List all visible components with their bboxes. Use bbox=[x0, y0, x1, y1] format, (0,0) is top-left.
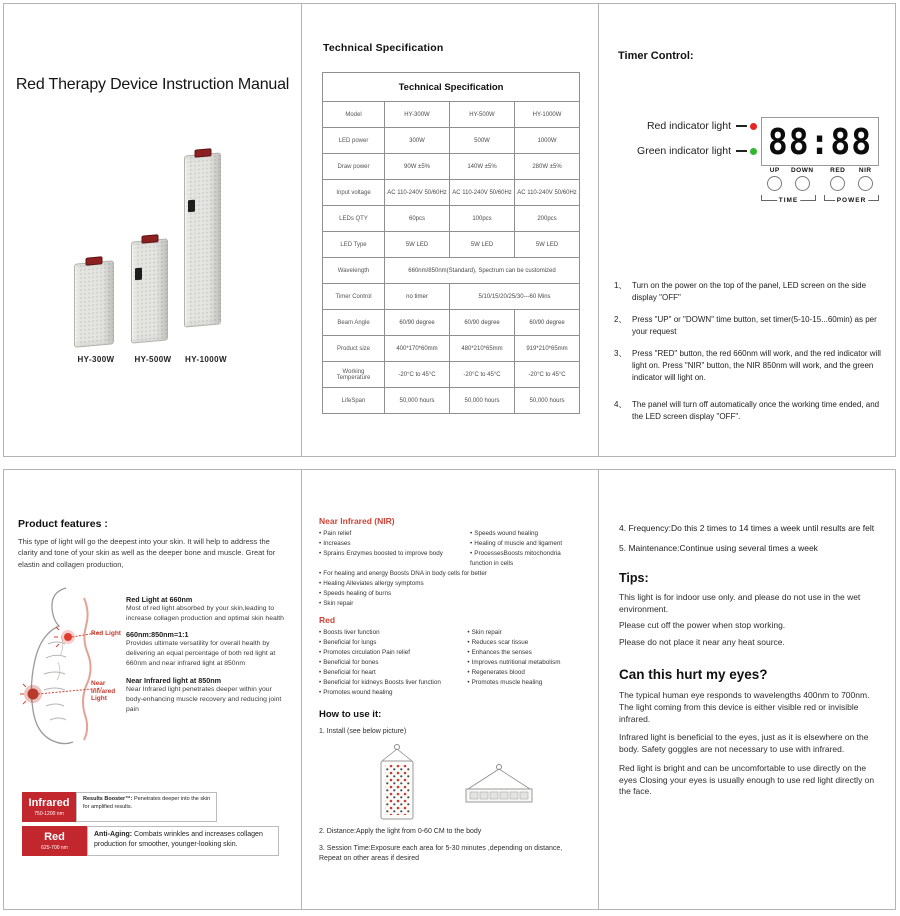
red-description bbox=[87, 826, 279, 856]
device-photo-hy300w bbox=[74, 260, 114, 347]
features-panel bbox=[4, 470, 301, 909]
section-heading: Near Infrared light at 850nm bbox=[126, 675, 222, 685]
list-item: • Improves nutritional metabolism bbox=[467, 658, 584, 668]
cell-value: 300W bbox=[385, 128, 450, 154]
cell-value: HY-300W bbox=[385, 102, 450, 128]
spec-table-title: Technical Specification bbox=[323, 73, 580, 102]
cell-value: 5/10/15/20/25/30---60 Mins bbox=[450, 284, 580, 310]
description-lead: Results Booster™: bbox=[83, 796, 133, 802]
red-button-label: RED bbox=[830, 167, 846, 174]
cell-value: 50,000 hours bbox=[450, 388, 515, 414]
cell-value: 60pcs bbox=[385, 206, 450, 232]
table-row bbox=[323, 310, 580, 336]
cell-label: Working Temperature bbox=[323, 362, 385, 388]
eye-safety-paragraph: The typical human eye responds to wavelengths 400nm to 700nm. The light coming from this device is either visible red or invisible infrared. bbox=[619, 690, 870, 724]
table-row bbox=[323, 336, 580, 362]
list-item: • For healing and energy Boosts DNA in body cells for better bbox=[319, 569, 584, 579]
red-indicator-dot bbox=[750, 123, 757, 130]
spec-panel bbox=[301, 4, 598, 456]
list-item: • Promotes wound healing bbox=[319, 688, 467, 698]
cell-value: 400*170*60mm bbox=[385, 336, 450, 362]
step-text: Press "RED" button, the red 660nm will work, and the red indicator will light on. Press "NIR" button, the NIR 850nm will work, and the green indicator will light on. bbox=[632, 348, 881, 383]
model-label-hy300w: HY-300W bbox=[77, 355, 115, 364]
description-text: Combats wrinkles and increases collagen production for smoother, younger-looking skin. bbox=[94, 831, 263, 849]
device-handle bbox=[86, 256, 103, 265]
time-group-label: TIME bbox=[778, 197, 799, 204]
red-indicator-label: Red indicator light bbox=[646, 120, 731, 132]
list-item: • Speeds wound healing bbox=[470, 529, 584, 539]
advice-panel bbox=[598, 470, 895, 909]
cell-value: 90W ±5% bbox=[385, 154, 450, 180]
tip-item: Please cut off the power when stop working. bbox=[619, 620, 786, 631]
red-badge bbox=[22, 826, 87, 856]
cell-value: 280W ±5% bbox=[515, 154, 580, 180]
badge-name: Red bbox=[44, 831, 65, 844]
time-button-group bbox=[761, 167, 816, 204]
cell-value: AC 110-240V 50/60Hz bbox=[385, 180, 450, 206]
feature-text-column bbox=[126, 588, 288, 715]
section-body: Provides ultimate versatility for overall health by delivering an equal percentage of both red light at 660nm and near infrared light at 850nm bbox=[126, 640, 276, 668]
up-button bbox=[767, 176, 782, 191]
cell-value: 500W bbox=[450, 128, 515, 154]
instruction-step bbox=[614, 399, 884, 424]
cell-value: 5W LED bbox=[450, 232, 515, 258]
device-photo-hy500w bbox=[131, 238, 168, 343]
step-text: The panel will turn off automatically once the working time ended, and the LED screen display "OFF". bbox=[632, 399, 880, 422]
device-photo-hy1000w bbox=[184, 152, 221, 327]
down-button bbox=[795, 176, 810, 191]
cover-panel bbox=[4, 4, 301, 456]
list-item: • Healing Alleviates allergy symptoms bbox=[319, 579, 584, 589]
list-item: • Beneficial for bones bbox=[319, 658, 467, 668]
table-row bbox=[323, 154, 580, 180]
section-heading: 660nm:850nm=1:1 bbox=[126, 630, 189, 640]
cell-value: 100pcs bbox=[450, 206, 515, 232]
step-number: 3、 bbox=[614, 348, 627, 358]
pointer-line bbox=[736, 150, 747, 152]
power-bracket bbox=[824, 195, 879, 204]
badge-name: Infrared bbox=[28, 797, 70, 810]
cell-value: 140W ±5% bbox=[450, 154, 515, 180]
cell-value: 60/90 degree bbox=[450, 310, 515, 336]
near-infrared-light-callout: Near Infrared Light bbox=[91, 679, 116, 703]
body-diagram bbox=[4, 582, 301, 768]
how-to-use-heading: How to use it: bbox=[319, 708, 382, 720]
table-row bbox=[323, 180, 580, 206]
cell-label: LEDs QTY bbox=[323, 206, 385, 232]
table-row bbox=[323, 102, 580, 128]
cell-value: 660nm/850nm(Standard), Spectrum can be customized bbox=[385, 258, 580, 284]
cell-value: 60/90 degree bbox=[515, 310, 580, 336]
cell-value: -20°C to 45°C bbox=[385, 362, 450, 388]
manual-title: Red Therapy Device Instruction Manual bbox=[15, 76, 290, 93]
cell-value: 919*210*65mm bbox=[515, 336, 580, 362]
cell-label: Input voltage bbox=[323, 180, 385, 206]
cell-value: HY-500W bbox=[450, 102, 515, 128]
instruction-step bbox=[614, 280, 884, 305]
led-display bbox=[761, 117, 879, 166]
list-item: • Beneficial for heart bbox=[319, 668, 467, 678]
power-button-group bbox=[824, 167, 879, 204]
instruction-step bbox=[614, 314, 884, 339]
wavelength-bars bbox=[22, 792, 279, 860]
tip-item: This light is for indoor use only. and please do not use in the wet environment. bbox=[619, 591, 861, 614]
list-item: • Promotes circulation Pain relief bbox=[319, 648, 467, 658]
list-item: • ProcessesBoosts mitochondria function in cells bbox=[470, 549, 584, 569]
cell-value: 480*210*65mm bbox=[450, 336, 515, 362]
cell-label: Product size bbox=[323, 336, 385, 362]
cell-value: 60/90 degree bbox=[385, 310, 450, 336]
timer-instructions bbox=[614, 280, 884, 433]
cell-value: 200pcs bbox=[515, 206, 580, 232]
red-indicator-row bbox=[603, 120, 757, 132]
power-group-label: POWER bbox=[836, 197, 867, 204]
infrared-badge bbox=[22, 792, 76, 822]
red-benefits-heading: Red bbox=[319, 614, 336, 625]
features-intro: This type of light will go the deepest into your skin. It will help to address the clarity and tone of your skin as well as the deeper bone and muscle. Great for elastin and collagen production, bbox=[18, 537, 276, 569]
device-screen bbox=[135, 268, 142, 281]
benefits-panel bbox=[301, 470, 598, 909]
spec-table bbox=[322, 72, 580, 414]
list-item: • Promotes muscle healing bbox=[467, 678, 584, 688]
pointer-line bbox=[736, 125, 747, 127]
cell-value: no timer bbox=[385, 284, 450, 310]
device-handle bbox=[141, 234, 158, 243]
cell-value: -20°C to 45°C bbox=[515, 362, 580, 388]
cell-label: Timer Control bbox=[323, 284, 385, 310]
list-item: • Enhances the senses bbox=[467, 648, 584, 658]
step-number: 2、 bbox=[614, 314, 627, 324]
instruction-step bbox=[614, 348, 884, 385]
indicator-legend bbox=[603, 120, 757, 170]
table-row bbox=[323, 128, 580, 154]
timer-heading: Timer Control: bbox=[618, 50, 694, 62]
use-step-session-time: 3. Session Time:Exposure each area for 5-30 minutes ,depending on distance, Repeat on other areas if desired bbox=[319, 844, 563, 863]
eye-safety-paragraph: Red light is bright and can be uncomfortable to use directly on the eyes Closing your eyes is usually enough to use red light directly on the face. bbox=[619, 762, 875, 797]
use-step-distance: 2. Distance:Apply the light from 0-60 CM to the body bbox=[319, 828, 482, 836]
list-item: • Speeds healing of burns bbox=[319, 589, 584, 599]
time-bracket bbox=[761, 195, 816, 204]
nir-benefits-heading: Near Infrared (NIR) bbox=[319, 516, 395, 526]
badge-range: 750-1200 nm bbox=[34, 810, 64, 817]
table-row bbox=[323, 258, 580, 284]
infrared-bar bbox=[22, 792, 279, 822]
up-button-label: UP bbox=[769, 167, 780, 174]
cell-value: AC 110-240V 50/60Hz bbox=[450, 180, 515, 206]
cell-label: Draw power bbox=[323, 154, 385, 180]
model-label-hy1000w: HY-1000W bbox=[185, 355, 227, 364]
list-item: • Skin repair bbox=[467, 628, 584, 638]
eye-safety-paragraph: Infrared light is beneficial to the eyes, just as it is elsewhere on the body. Safety goggles are not necessary to use with infrared. bbox=[619, 732, 869, 755]
nir-benefits-list bbox=[319, 529, 584, 610]
cell-label: Beam Angle bbox=[323, 310, 385, 336]
infrared-description bbox=[76, 792, 217, 822]
device-screen bbox=[188, 200, 195, 213]
model-label-hy500w: HY-500W bbox=[134, 355, 172, 364]
maintenance-item: 5. Maintenance:Continue using several times a week bbox=[619, 543, 818, 554]
green-indicator-row bbox=[603, 145, 757, 157]
cell-label: LED Type bbox=[323, 232, 385, 258]
list-item: • Healing of muscle and ligament bbox=[470, 539, 584, 549]
table-row bbox=[323, 388, 580, 414]
description-text: Penetrates deeper into the skin for amplified results. bbox=[83, 796, 211, 810]
green-indicator-label: Green indicator light bbox=[637, 145, 731, 157]
table-row bbox=[323, 232, 580, 258]
table-row bbox=[323, 284, 580, 310]
list-item: • Beneficial for kidneys Boosts liver function bbox=[319, 678, 467, 688]
red-light-callout: Red Light bbox=[91, 629, 121, 637]
table-row bbox=[323, 362, 580, 388]
cell-label: Model bbox=[323, 102, 385, 128]
green-indicator-dot bbox=[750, 148, 757, 155]
list-item: • Regenerates blood bbox=[467, 668, 584, 678]
tips-heading: Tips: bbox=[619, 570, 649, 585]
use-step-install: 1. Install (see below picture) bbox=[319, 727, 407, 735]
manual-page-top-row bbox=[3, 3, 896, 457]
list-item: • Beneficial for lungs bbox=[319, 638, 467, 648]
list-item: • Pain relief bbox=[319, 529, 470, 539]
list-item: • Increases bbox=[319, 539, 470, 549]
list-item: • Boosts liver function bbox=[319, 628, 467, 638]
cell-value: 50,000 hours bbox=[515, 388, 580, 414]
cell-value: 5W LED bbox=[515, 232, 580, 258]
tip-item: Please do not place it near any heat source. bbox=[619, 637, 785, 648]
table-row bbox=[323, 73, 580, 102]
list-item: • Reduces scar tissue bbox=[467, 638, 584, 648]
list-item: • Skin repair bbox=[319, 599, 584, 609]
step-text: Turn on the power on the top of the panel, LED screen on the side display "OFF" bbox=[632, 281, 867, 303]
red-benefits-list bbox=[319, 628, 584, 698]
spec-heading: Technical Specification bbox=[323, 42, 444, 54]
led-display-digits: 88:88 bbox=[767, 120, 873, 163]
timer-panel bbox=[598, 4, 895, 456]
step-number: 4、 bbox=[614, 399, 627, 409]
cell-value: -20°C to 45°C bbox=[450, 362, 515, 388]
cell-value: 1000W bbox=[515, 128, 580, 154]
cell-value: 5W LED bbox=[385, 232, 450, 258]
device-handle bbox=[194, 148, 211, 157]
step-number: 1、 bbox=[614, 281, 627, 290]
timer-buttons bbox=[761, 167, 881, 204]
nir-button bbox=[858, 176, 873, 191]
description-lead: Anti-Aging: bbox=[94, 831, 133, 838]
body-outline-illustration bbox=[6, 582, 111, 762]
nir-button-label: NIR bbox=[858, 167, 872, 174]
badge-range: 625-700 nm bbox=[41, 844, 68, 851]
red-bar bbox=[22, 826, 279, 856]
step-text: Press "UP" or "DOWN" time button, set timer(5-10-15...60min) as per your request bbox=[632, 314, 877, 337]
down-button-label: DOWN bbox=[790, 167, 814, 174]
list-item: • Sprains Enzymes boosted to improve body bbox=[319, 549, 470, 569]
cell-value: AC 110-240V 50/60Hz bbox=[515, 180, 580, 206]
section-heading: Red Light at 660nm bbox=[126, 594, 193, 604]
table-row bbox=[323, 206, 580, 232]
frequency-item: 4. Frequency:Do this 2 times to 14 times a week until results are felt bbox=[619, 523, 875, 533]
cell-value: 50,000 hours bbox=[385, 388, 450, 414]
cell-label: LED power bbox=[323, 128, 385, 154]
install-illustration bbox=[347, 743, 577, 823]
features-heading: Product features : bbox=[18, 518, 108, 530]
section-body: Most of red light absorbed by your skin,leading to increase collagen production and optimal skin health bbox=[126, 604, 284, 622]
section-body: Near Infrared light penetrates deeper within your body-enhancing muscle recovery and reducing joint pain bbox=[126, 685, 282, 713]
red-button bbox=[830, 176, 845, 191]
eye-safety-heading: Can this hurt my eyes? bbox=[619, 667, 768, 683]
manual-page-bottom-row bbox=[3, 469, 896, 910]
cell-label: LifeSpan bbox=[323, 388, 385, 414]
cell-value: HY-1000W bbox=[515, 102, 580, 128]
cell-label: Wavelength bbox=[323, 258, 385, 284]
